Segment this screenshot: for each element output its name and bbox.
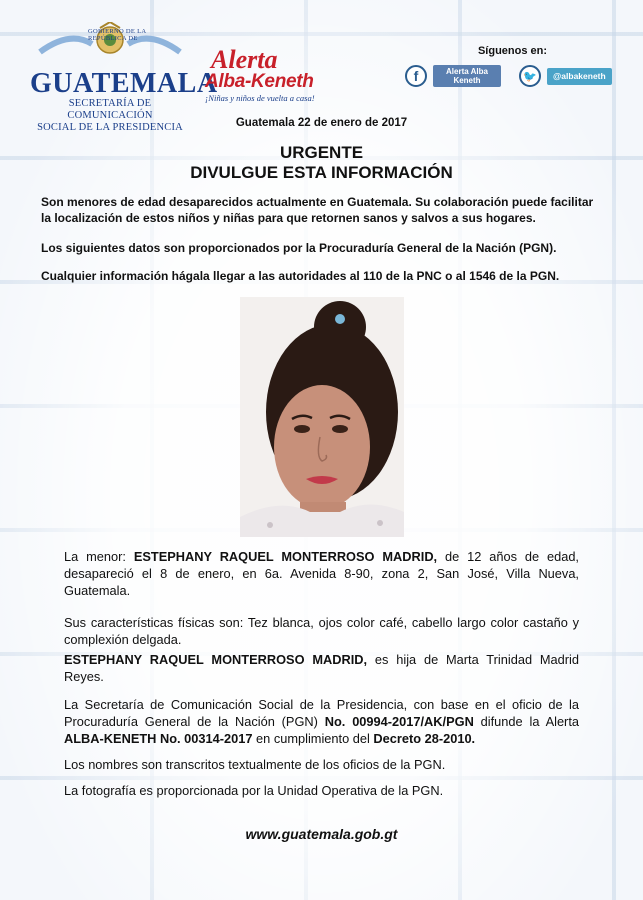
twitter-icon[interactable]: 🐦 <box>519 65 541 87</box>
paragraph-1-details: de 12 años de edad, desapareció el 8 de enero, en 6a. Avenida 8-90, zona 2, San José, Villa Nueva, Guatemala. <box>64 549 579 598</box>
bulletin-date: Guatemala 22 de enero de 2017 <box>235 117 408 129</box>
body-paragraph-2: Sus características físicas son: Tez blanca, ojos color café, cabello largo color castaño y complexión delgada. <box>64 615 579 647</box>
twitter-link[interactable]: @albakeneth <box>547 68 612 85</box>
intro-paragraph-1: Son menores de edad desaparecidos actualmente en Guatemala. Su colaboración puede facilitar la localización de estos niños y niñas para que retornen sanos y salvos a sus hogares. <box>41 195 594 225</box>
facebook-icon[interactable]: f <box>405 65 427 87</box>
social-links <box>405 45 620 87</box>
secretaria-line-2: SOCIAL DE LA PRESIDENCIA <box>37 122 183 133</box>
headline-divulgue: DIVULGUE ESTA INFORMACIÓN <box>190 163 453 182</box>
paragraph-4-part-c: en cumplimiento del <box>252 731 374 746</box>
government-logo <box>30 22 218 133</box>
country-name: GUATEMALA <box>30 68 218 99</box>
headline-urgente: URGENTE <box>279 143 364 162</box>
paragraph-1-intro: La menor: <box>64 549 134 564</box>
secretaria-line-1: SECRETARÍA DE COMUNICACIÓN <box>67 98 153 121</box>
body-paragraph-5: Los nombres son transcritos textualmente de los oficios de la PGN. <box>64 757 446 772</box>
alerta-number: ALBA-KENETH No. 00314-2017 <box>64 731 253 746</box>
social-title: Síguenos en: <box>477 45 548 57</box>
social-row <box>405 65 620 87</box>
footer-url-link[interactable]: www.guatemala.gob.gt <box>245 826 398 842</box>
paragraph-3-parent: es hija de Marta Trinidad Madrid Reyes. <box>64 652 579 684</box>
intro-paragraph-3: Cualquier información hágala llegar a las autoridades al 110 de la PNC o al 1546 de la PGN. <box>41 269 560 283</box>
intro-paragraph-2: Los siguientes datos son proporcionados por la Procuraduría General de la Nación (PGN). <box>41 241 557 255</box>
alerta-tagline: ¡Niñas y niños de vuelta a casa! <box>205 93 315 103</box>
alerta-alba-keneth-logo <box>205 45 335 108</box>
child-name: ESTEPHANY RAQUEL MONTERROSO MADRID, <box>133 549 438 564</box>
body-paragraph-4 <box>64 696 579 747</box>
alba-keneth-word: Alba-Keneth <box>205 71 314 92</box>
missing-child-photo <box>240 297 404 537</box>
body-paragraph-6: La fotografía es proporcionada por la Unidad Operativa de la PGN. <box>64 783 444 798</box>
paragraph-4-part-b: difunde la Alerta <box>473 714 579 729</box>
paragraph-4-part-a: La Secretaría de Comunicación Social de la Presidencia, con base en el oficio de la Procuraduría General de la Nación (PGN) <box>64 697 579 729</box>
child-name-repeat: ESTEPHANY RAQUEL MONTERROSO MADRID, <box>64 652 368 667</box>
facebook-link[interactable]: Alerta Alba Keneth <box>433 65 501 87</box>
alerta-word: Alerta <box>211 45 278 74</box>
decreto-number: Decreto 28-2010. <box>373 731 476 746</box>
government-label: GOBIERNO DE LA REPÚBLICA DE <box>88 28 147 42</box>
oficio-number: No. 00994-2017/AK/PGN <box>324 714 474 729</box>
body-paragraph-1 <box>64 548 579 599</box>
body-paragraph-3 <box>64 651 579 685</box>
